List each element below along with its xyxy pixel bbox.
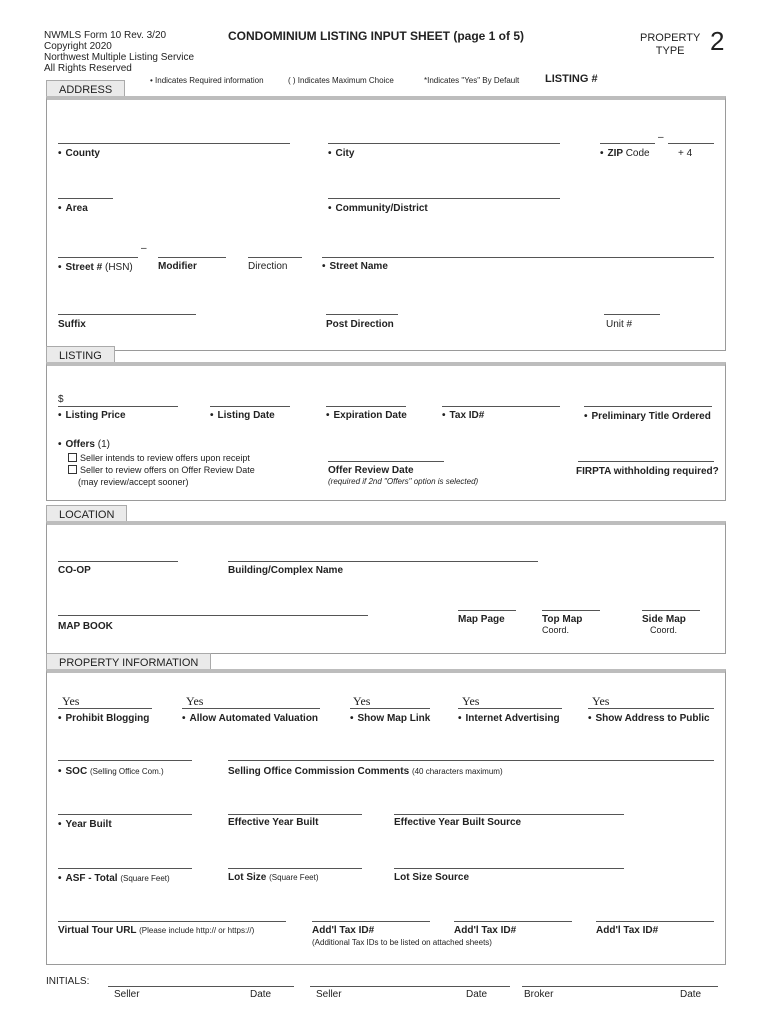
addl-tax-2-field[interactable] xyxy=(454,921,572,922)
coop-label: CO-OP xyxy=(58,565,91,576)
map-book-field[interactable] xyxy=(58,615,368,616)
community-field[interactable] xyxy=(328,198,560,199)
post-direction-field[interactable] xyxy=(326,314,398,315)
checkbox-icon[interactable] xyxy=(68,465,77,474)
map-page-field[interactable] xyxy=(458,610,516,611)
direction-field[interactable] xyxy=(248,257,302,258)
show-map-label: • Show Map Link xyxy=(350,713,430,724)
lot-size-field[interactable] xyxy=(228,868,362,869)
rights: All Rights Reserved xyxy=(44,63,132,74)
form-id: NWMLS Form 10 Rev. 3/20 xyxy=(44,30,167,41)
suffix-field[interactable] xyxy=(58,314,196,315)
listing-date-field[interactable] xyxy=(210,406,290,407)
direction-label: Direction xyxy=(248,261,288,272)
legend-required: • Indicates Required information xyxy=(150,76,264,85)
prohibit-blogging-field[interactable] xyxy=(58,708,152,709)
addl-tax-note: (Additional Tax IDs to be listed on attached sheets) xyxy=(312,938,492,947)
soc-field[interactable] xyxy=(58,760,192,761)
listing-date-label: • Listing Date xyxy=(210,410,275,421)
offer-option-2[interactable]: Seller to review offers on Offer Review Date xyxy=(68,465,255,475)
offers-label: • Offers (1) xyxy=(58,439,110,450)
initials-label: INITIALS: xyxy=(46,976,90,987)
type-label: TYPE xyxy=(655,45,685,57)
page-title: CONDOMINIUM LISTING INPUT SHEET (page 1 of 5) xyxy=(228,29,525,43)
asf-total-field[interactable] xyxy=(58,868,192,869)
unit-label: Unit # xyxy=(606,319,633,330)
allow-avm-label: • Allow Automated Valuation xyxy=(182,713,318,724)
addl-tax-1-field[interactable] xyxy=(312,921,430,922)
offer-review-note: (required if 2nd "Offers" option is selected) xyxy=(328,477,479,486)
offer-review-date-field[interactable] xyxy=(328,461,444,462)
eff-year-built-label: Effective Year Built xyxy=(228,817,319,828)
seller-2-initials-field[interactable] xyxy=(310,986,510,987)
coop-field[interactable] xyxy=(58,561,178,562)
zip-field[interactable] xyxy=(600,143,655,144)
top-map-label: Top Map xyxy=(542,614,583,625)
property-type-number: 2 xyxy=(710,26,725,56)
expiration-date-label: • Expiration Date xyxy=(326,410,407,421)
addl-tax-1-label: Add'l Tax ID# xyxy=(312,925,375,936)
soc-comments-field[interactable] xyxy=(228,760,714,761)
tab-listing: LISTING xyxy=(46,346,115,365)
broker-date-label: Date xyxy=(680,989,702,1000)
virtual-tour-field[interactable] xyxy=(58,921,286,922)
tax-id-field[interactable] xyxy=(442,406,560,407)
map-page-label: Map Page xyxy=(458,614,505,625)
side-map-field[interactable] xyxy=(642,610,700,611)
firpta-label: FIRPTA withholding required? xyxy=(576,466,719,477)
tab-location: LOCATION xyxy=(46,505,127,524)
listing-price-field[interactable] xyxy=(58,406,178,407)
copyright: Copyright 2020 xyxy=(44,41,112,52)
eff-year-source-label: Effective Year Built Source xyxy=(394,817,522,828)
virtual-tour-label: Virtual Tour URL (Please include http:// or https://) xyxy=(58,925,255,936)
street-name-field[interactable] xyxy=(322,257,714,258)
map-book-label: MAP BOOK xyxy=(58,621,113,632)
county-label: • County xyxy=(58,148,100,159)
expiration-date-field[interactable] xyxy=(326,406,406,407)
post-direction-label: Post Direction xyxy=(326,319,394,330)
building-label: Building/Complex Name xyxy=(228,565,344,576)
lot-source-label: Lot Size Source xyxy=(394,872,470,883)
street-name-label: • Street Name xyxy=(322,261,388,272)
offer-option-2-note: (may review/accept sooner) xyxy=(78,477,189,487)
community-label: • Community/District xyxy=(328,203,428,214)
building-field[interactable] xyxy=(228,561,538,562)
legend-max: ( ) Indicates Maximum Choice xyxy=(288,76,394,85)
area-field[interactable] xyxy=(58,198,113,199)
show-address-label: • Show Address to Public xyxy=(588,713,710,724)
dollar-sign: $ xyxy=(58,394,64,405)
street-number-field[interactable] xyxy=(58,257,138,258)
prohibit-blogging-value: Yes xyxy=(62,694,80,708)
location-section xyxy=(46,521,726,654)
zip4-field[interactable] xyxy=(668,143,714,144)
side-map-coord: Coord. xyxy=(650,625,678,635)
legend-yes: *Indicates "Yes" By Default xyxy=(424,76,520,85)
seller-2-label: Seller xyxy=(316,989,342,1000)
area-label: • Area xyxy=(58,203,88,214)
prohibit-blogging-label: • Prohibit Blogging xyxy=(58,713,149,724)
tab-property-information: PROPERTY INFORMATION xyxy=(46,653,211,672)
asf-total-label: • ASF - Total (Square Feet) xyxy=(58,873,170,884)
county-field[interactable] xyxy=(58,143,290,144)
unit-field[interactable] xyxy=(604,314,660,315)
checkbox-icon[interactable] xyxy=(68,453,77,462)
internet-ad-value: Yes xyxy=(462,694,480,708)
side-map-label: Side Map xyxy=(642,614,686,625)
offer-option-1[interactable]: Seller intends to review offers upon receipt xyxy=(68,453,250,463)
zip-dash: – xyxy=(658,132,664,143)
prelim-title-label: • Preliminary Title Ordered xyxy=(584,411,711,422)
property-label: PROPERTY xyxy=(640,32,701,44)
seller-2-date-label: Date xyxy=(466,989,488,1000)
tax-id-label: • Tax ID# xyxy=(442,410,484,421)
seller-1-initials-field[interactable] xyxy=(108,986,294,987)
allow-avm-field[interactable] xyxy=(182,708,320,709)
prelim-title-field[interactable] xyxy=(584,406,712,407)
seller-1-label: Seller xyxy=(114,989,140,1000)
addl-tax-3-label: Add'l Tax ID# xyxy=(596,925,659,936)
listing-price-label: • Listing Price xyxy=(58,410,126,421)
firpta-field[interactable] xyxy=(578,461,714,462)
show-address-value: Yes xyxy=(592,694,610,708)
addl-tax-2-label: Add'l Tax ID# xyxy=(454,925,517,936)
org-name: Northwest Multiple Listing Service xyxy=(44,52,195,63)
soc-comments-label: Selling Office Commission Comments (40 characters maximum) xyxy=(228,766,503,777)
seller-1-date-label: Date xyxy=(250,989,272,1000)
internet-ad-label: • Internet Advertising xyxy=(458,713,560,724)
eff-year-source-field[interactable] xyxy=(394,814,624,815)
year-built-field[interactable] xyxy=(58,814,192,815)
street-dash: – xyxy=(141,243,147,254)
city-label: • City xyxy=(328,148,354,159)
top-map-field[interactable] xyxy=(542,610,600,611)
zip-label: • ZIP Code xyxy=(600,148,650,159)
year-built-label: • Year Built xyxy=(58,819,112,830)
broker-initials-field[interactable] xyxy=(522,986,718,987)
street-number-label: • Street # (HSN) xyxy=(58,262,133,273)
city-field[interactable] xyxy=(328,143,560,144)
modifier-label: Modifier xyxy=(158,261,197,272)
addl-tax-3-field[interactable] xyxy=(596,921,714,922)
internet-ad-field[interactable] xyxy=(458,708,562,709)
allow-avm-value: Yes xyxy=(186,694,204,708)
address-section xyxy=(46,96,726,351)
show-map-field[interactable] xyxy=(350,708,430,709)
offer-review-date-label: Offer Review Date xyxy=(328,465,414,476)
suffix-label: Suffix xyxy=(58,319,86,330)
form-info xyxy=(44,30,194,74)
property-type-label xyxy=(640,32,700,58)
lot-source-field[interactable] xyxy=(394,868,624,869)
show-map-value: Yes xyxy=(353,694,371,708)
show-address-field[interactable] xyxy=(588,708,714,709)
broker-label: Broker xyxy=(524,989,554,1000)
top-map-coord: Coord. xyxy=(542,625,570,635)
soc-label: • SOC (Selling Office Com.) xyxy=(58,766,164,777)
modifier-field[interactable] xyxy=(158,257,226,258)
lot-size-label: Lot Size (Square Feet) xyxy=(228,872,319,883)
eff-year-built-field[interactable] xyxy=(228,814,362,815)
tab-address: ADDRESS xyxy=(46,80,125,99)
listing-number-label: LISTING # xyxy=(545,73,598,85)
plus4-label: + 4 xyxy=(678,148,693,159)
